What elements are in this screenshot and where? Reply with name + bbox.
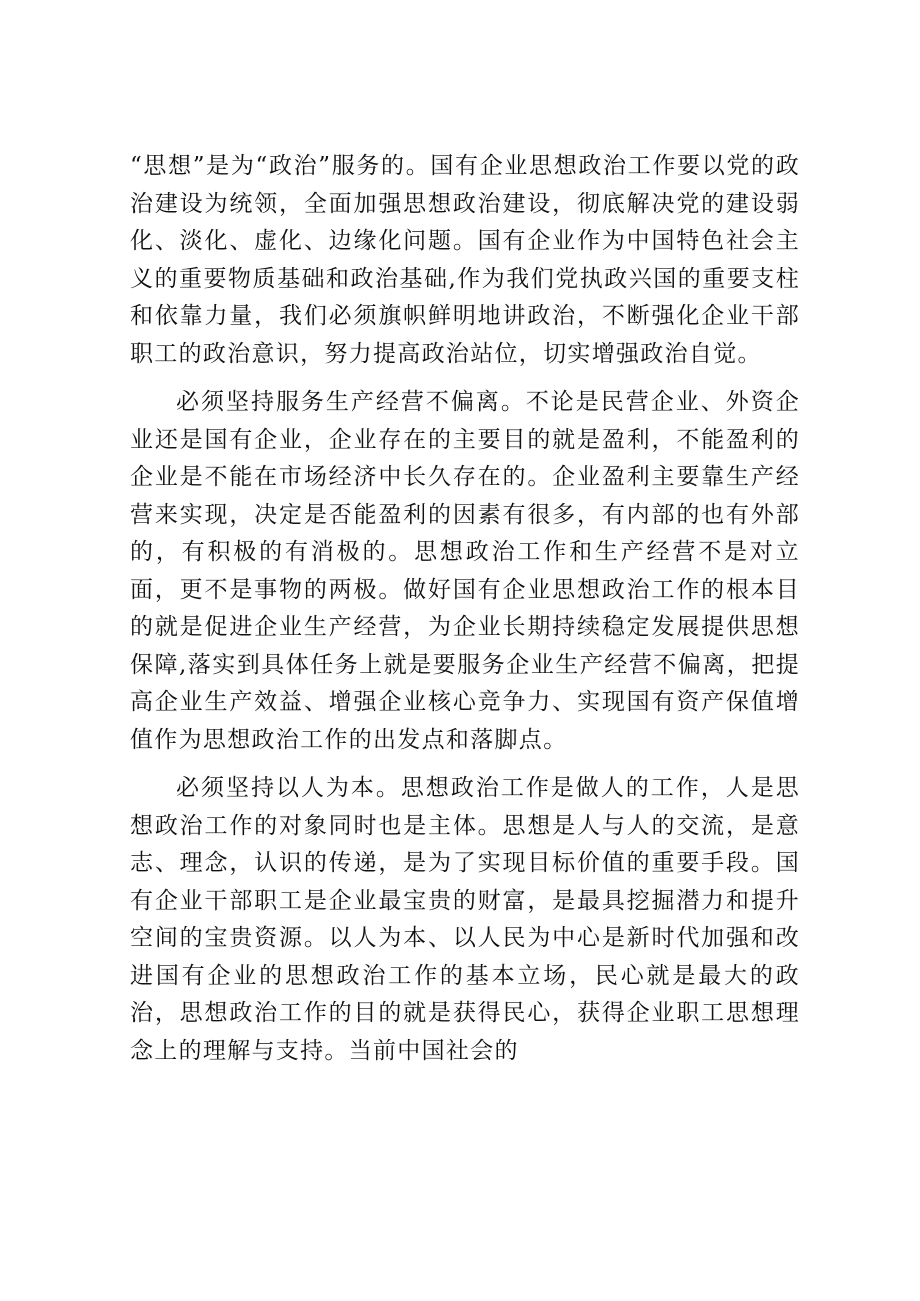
paragraph-political-leadership: “思想”是为“政治”服务的。国有企业思想政治工作要以党的政治建设为统领，全面加强思想政治建设，彻底解决党的建设弱化、淡化、虚化、边缘化问题。国有企业作为中国特色社会主义的重要物质基础和政治基础,作为我们党执政兴国的重要支柱和依靠力量，我们必须旗帜鲜明地讲政治，不断强化企业干部职工的政治意识，努力提高政治站位，切实增强政治自觉。 bbox=[130, 153, 800, 367]
paragraph-people-oriented: 必须坚持以人为本。思想政治工作是做人的工作，人是思想政治工作的对象同时也是主体。思想是人与人的交流，是意志、理念，认识的传递，是为了实现目标价值的重要手段。国有企业干部职工是企业最宝贵的财富，是最具挖掘潜力和提升空间的宝贵资源。以人为本、以人民为中心是新时代加强和改进国有企业的思想政治工作的基本立场，民心就是最大的政治，思想政治工作的目的就是获得民心，获得企业职工思想理念上的理解与支持。当前中国社会的 bbox=[130, 775, 800, 1064]
paragraph-serve-production: 必须坚持服务生产经营不偏离。不论是民营企业、外资企业还是国有企业，企业存在的主要目的就是盈利，不能盈利的企业是不能在市场经济中长久存在的。企业盈利主要靠生产经营来实现，决定是否能盈利的因素有很多，有内部的也有外部的，有积极的有消极的。思想政治工作和生产经营不是对立面，更不是事物的两极。做好国有企业思想政治工作的根本目的就是促进企业生产经营，为企业长期持续稳定发展提供思想保障,落实到具体任务上就是要服务企业生产经营不偏离，把提高企业生产效益、增强企业核心竞争力、实现国有资产保值增值作为思想政治工作的出发点和落脚点。 bbox=[130, 389, 800, 753]
body-text bbox=[130, 148, 800, 1070]
